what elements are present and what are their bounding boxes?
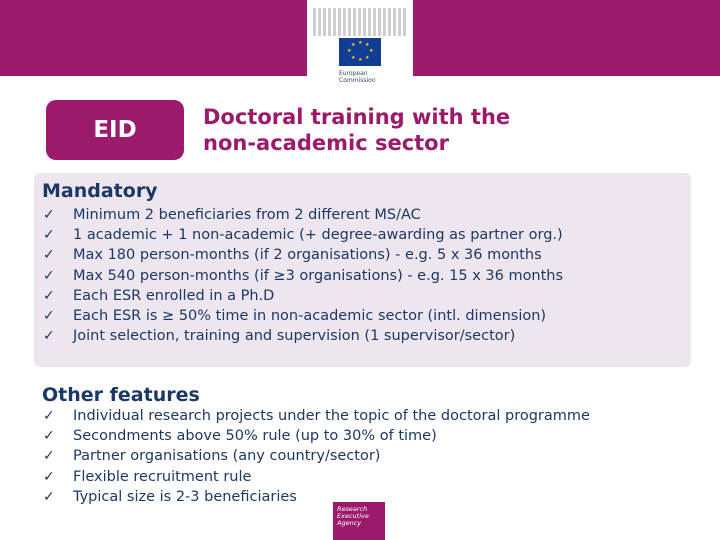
check-icon: ✓ [43,448,55,465]
list-item: ✓ Joint selection, training and supervision (1 supervisor/sector) [43,328,516,345]
check-icon: ✓ [43,428,55,445]
check-icon: ✓ [43,468,55,485]
check-icon: ✓ [43,488,55,505]
european-commission-logo [307,0,413,92]
eu-flag-icon: ★ ★ ★ ★ ★ ★ ★ ★ [339,38,381,66]
check-icon: ✓ [43,207,55,223]
check-icon: ✓ [43,408,55,424]
list-item: ✓ 1 academic + 1 non-academic (+ degree-awarding as partner org.) [43,227,563,244]
mandatory-list [43,205,563,346]
check-icon: ✓ [43,307,55,324]
list-item: ✓ Each ESR is ≥ 50% time in non-academic sector (intl. dimension) [43,307,547,324]
other-features-list [43,406,590,507]
eid-badge: EID [46,100,184,160]
berlaymont-building-icon [313,8,407,36]
list-item: ✓ Partner organisations (any country/sector) [43,448,381,465]
list-item: ✓ Max 540 person-months (if ≥3 organisations) - e.g. 15 x 36 months [43,267,564,284]
check-icon: ✓ [43,267,55,284]
list-item: ✓ Max 180 person-months (if 2 organisations) - e.g. 5 x 36 months [43,247,542,264]
list-item: ✓ Each ESR enrolled in a Ph.D [43,287,275,304]
page-title-line-2: non-academic sector [203,131,449,155]
page-title-line-1: Doctoral training with the [203,105,511,129]
list-item: ✓ Individual research projects under the topic of the doctoral programme [43,408,590,424]
list-item: ✓ Flexible recruitment rule [43,468,252,485]
check-icon: ✓ [43,287,55,304]
check-icon: ✓ [43,227,55,244]
check-icon: ✓ [43,328,55,345]
page-title [203,104,673,156]
research-executive-agency-logo: Research Executive Agency [333,502,385,540]
check-icon: ✓ [43,247,55,264]
logo-text: European Commission [339,70,376,84]
mandatory-heading: Mandatory [42,180,158,202]
list-item: ✓ Typical size is 2-3 beneficiaries [43,488,297,505]
list-item: ✓ Minimum 2 beneficiaries from 2 different MS/AC [43,207,421,223]
list-item: ✓ Secondments above 50% rule (up to 30% of time) [43,428,437,445]
other-features-heading: Other features [42,384,200,406]
